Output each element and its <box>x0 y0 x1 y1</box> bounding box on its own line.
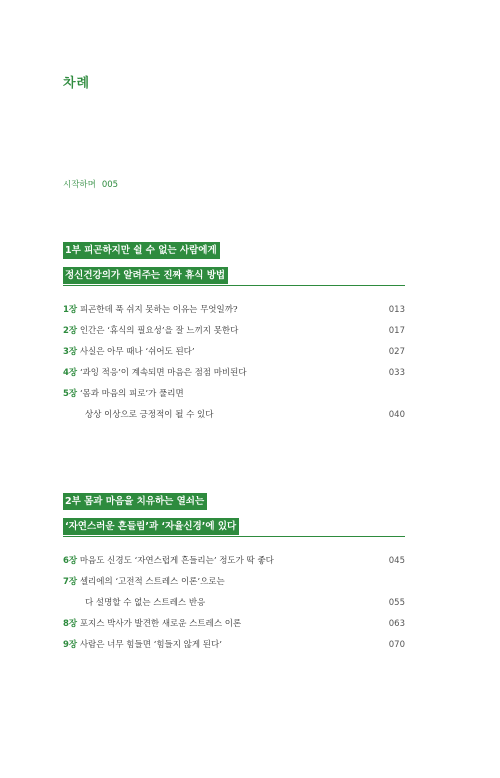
part-1-title-line-1: 1부 피곤하지만 쉴 수 없는 사람에게 <box>63 242 220 259</box>
part-2-title-line-2: ‘자연스러운 흔들림’과 ‘자율신경’에 있다 <box>63 518 239 535</box>
chapter-page: 013 <box>388 305 405 315</box>
chapter-title: 인간은 ‘휴식의 필요성’을 잘 느끼지 못한다 <box>79 326 239 336</box>
chapter-number: 2장 <box>63 326 78 336</box>
chapter-page: 017 <box>388 326 405 336</box>
chapter-title: 상상 이상으로 긍정적이 될 수 있다 <box>85 410 214 420</box>
part-1-heading <box>63 238 405 286</box>
part-1-chapter-list <box>63 304 405 430</box>
part-2-heading <box>63 489 405 537</box>
intro-label: 시작하며 <box>63 180 96 190</box>
chapter-number: 6장 <box>63 556 78 566</box>
chapter-entry <box>63 618 405 639</box>
chapter-number: 3장 <box>63 347 78 357</box>
chapter-entry-continuation <box>63 409 405 430</box>
chapter-title: ‘몸과 마음의 피로’가 풀리면 <box>79 389 184 399</box>
part-2-chapter-list <box>63 555 405 660</box>
chapter-title: 피곤한데 푹 쉬지 못하는 이유는 무엇일까? <box>79 305 238 315</box>
chapter-entry-continuation <box>63 597 405 618</box>
part-2-title-line-1: 2부 몸과 마음을 치유하는 열쇠는 <box>63 493 207 510</box>
chapter-page: 045 <box>388 556 405 566</box>
chapter-number: 5장 <box>63 389 78 399</box>
chapter-page: 070 <box>388 640 405 650</box>
chapter-entry <box>63 639 405 660</box>
chapter-title: 사실은 아무 때나 ‘쉬어도 된다’ <box>79 347 195 357</box>
chapter-title: 마음도 신경도 ‘자연스럽게 흔들리는’ 정도가 딱 좋다 <box>79 556 274 566</box>
chapter-entry <box>63 325 405 346</box>
chapter-number: 1장 <box>63 305 78 315</box>
chapter-title: 사람은 너무 힘들면 ‘힘들지 않게 된다’ <box>79 640 222 650</box>
part-1-title-line-2: 정신건강의가 알려주는 진짜 휴식 방법 <box>63 267 228 284</box>
chapter-entry <box>63 388 405 409</box>
chapter-entry <box>63 304 405 325</box>
chapter-entry <box>63 555 405 576</box>
chapter-page: 033 <box>388 368 405 378</box>
intro-page: 005 <box>101 180 119 190</box>
intro-entry <box>63 178 118 190</box>
chapter-entry <box>63 576 405 597</box>
chapter-number: 7장 <box>63 577 78 587</box>
chapter-page: 027 <box>388 347 405 357</box>
chapter-number: 8장 <box>63 619 78 629</box>
chapter-title: 포지스 박사가 발견한 새로운 스트레스 이론 <box>79 619 242 629</box>
toc-title: 차례 <box>63 76 91 91</box>
chapter-title: 다 설명할 수 없는 스트레스 반응 <box>85 598 206 608</box>
chapter-page: 055 <box>388 598 405 608</box>
chapter-number: 9장 <box>63 640 78 650</box>
chapter-number: 4장 <box>63 368 78 378</box>
chapter-title: 셀리에의 ‘고전적 스트레스 이론’으로는 <box>79 577 225 587</box>
chapter-title: ‘과잉 적응’이 계속되면 마음은 점점 마비된다 <box>79 368 247 378</box>
chapter-page: 040 <box>388 410 405 420</box>
chapter-entry <box>63 367 405 388</box>
chapter-entry <box>63 346 405 367</box>
chapter-page: 063 <box>388 619 405 629</box>
